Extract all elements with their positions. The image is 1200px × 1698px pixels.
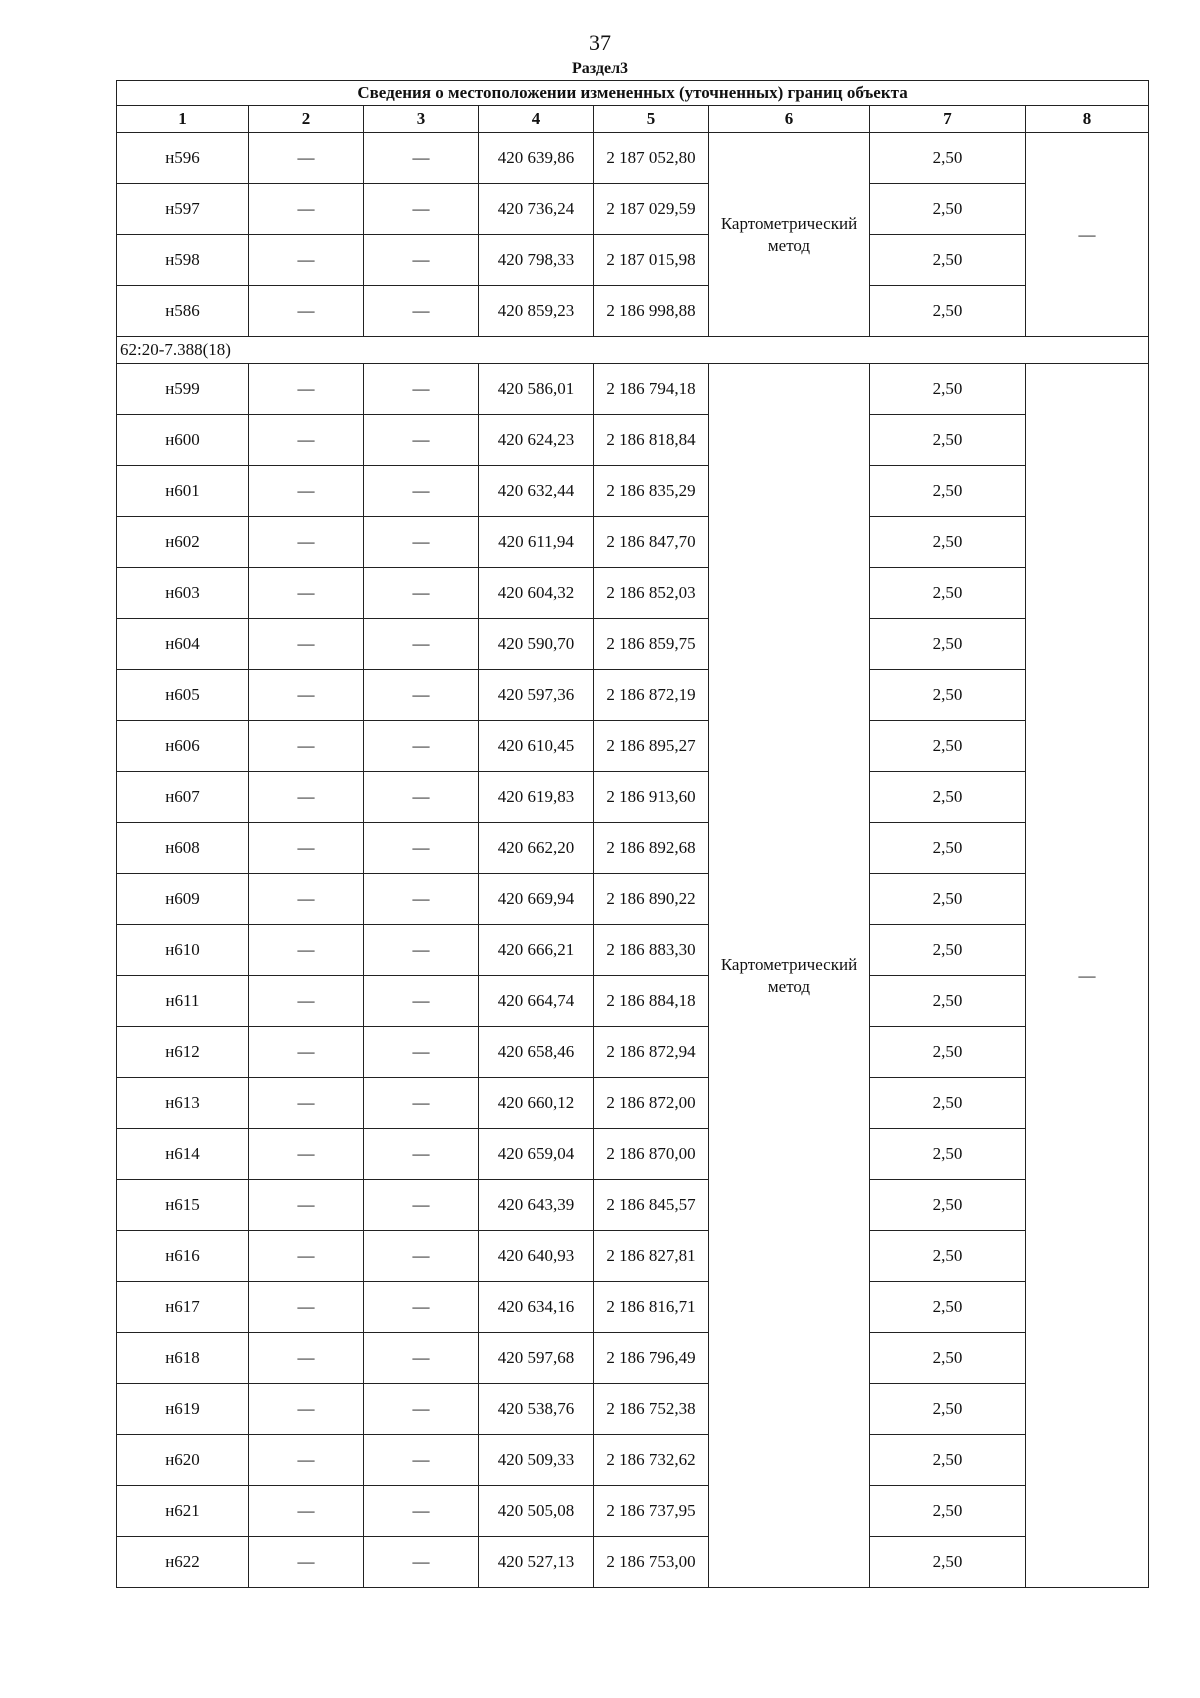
col2-dash-cell: — xyxy=(249,1435,364,1486)
precision-cell: 2,50 xyxy=(870,415,1026,466)
y-coordinate-cell: 2 186 847,70 xyxy=(594,517,709,568)
col2-dash-cell: — xyxy=(249,1333,364,1384)
col2-dash-cell: — xyxy=(249,1537,364,1588)
col2-dash-cell: — xyxy=(249,568,364,619)
table-row xyxy=(117,1486,1149,1537)
point-name-cell: н608 xyxy=(117,823,249,874)
y-coordinate-cell: 2 186 827,81 xyxy=(594,1231,709,1282)
table-row xyxy=(117,721,1149,772)
col3-dash-cell: — xyxy=(364,1129,479,1180)
precision-cell: 2,50 xyxy=(870,1384,1026,1435)
y-coordinate-cell: 2 186 859,75 xyxy=(594,619,709,670)
col3-dash-cell: — xyxy=(364,364,479,415)
col3-dash-cell: — xyxy=(364,286,479,337)
col3-dash-cell: — xyxy=(364,772,479,823)
precision-cell: 2,50 xyxy=(870,1486,1026,1537)
precision-cell: 2,50 xyxy=(870,1333,1026,1384)
point-name-cell: н612 xyxy=(117,1027,249,1078)
x-coordinate-cell: 420 586,01 xyxy=(479,364,594,415)
col2-dash-cell: — xyxy=(249,1129,364,1180)
x-coordinate-cell: 420 538,76 xyxy=(479,1384,594,1435)
column-header-2: 2 xyxy=(249,106,364,133)
col2-dash-cell: — xyxy=(249,415,364,466)
x-coordinate-cell: 420 527,13 xyxy=(479,1537,594,1588)
table-row xyxy=(117,1231,1149,1282)
x-coordinate-cell: 420 611,94 xyxy=(479,517,594,568)
precision-cell: 2,50 xyxy=(870,874,1026,925)
y-coordinate-cell: 2 186 883,30 xyxy=(594,925,709,976)
y-coordinate-cell: 2 186 913,60 xyxy=(594,772,709,823)
y-coordinate-cell: 2 186 852,03 xyxy=(594,568,709,619)
precision-cell: 2,50 xyxy=(870,670,1026,721)
precision-cell: 2,50 xyxy=(870,721,1026,772)
point-name-cell: н598 xyxy=(117,235,249,286)
table-row xyxy=(117,976,1149,1027)
precision-cell: 2,50 xyxy=(870,1282,1026,1333)
x-coordinate-cell: 420 643,39 xyxy=(479,1180,594,1231)
y-coordinate-cell: 2 186 737,95 xyxy=(594,1486,709,1537)
group-label: 62:20-7.388(18) xyxy=(117,337,1149,364)
x-coordinate-cell: 420 604,32 xyxy=(479,568,594,619)
col3-dash-cell: — xyxy=(364,721,479,772)
col2-dash-cell: — xyxy=(249,466,364,517)
col3-dash-cell: — xyxy=(364,184,479,235)
point-name-cell: н601 xyxy=(117,466,249,517)
precision-cell: 2,50 xyxy=(870,466,1026,517)
precision-cell: 2,50 xyxy=(870,235,1026,286)
col2-dash-cell: — xyxy=(249,670,364,721)
table-caption: Сведения о местоположении измененных (уточненных) границ объекта xyxy=(117,81,1149,106)
table-row xyxy=(117,823,1149,874)
x-coordinate-cell: 420 798,33 xyxy=(479,235,594,286)
col3-dash-cell: — xyxy=(364,1282,479,1333)
point-name-cell: н596 xyxy=(117,133,249,184)
precision-cell: 2,50 xyxy=(870,1231,1026,1282)
x-coordinate-cell: 420 736,24 xyxy=(479,184,594,235)
table-row xyxy=(117,184,1149,235)
precision-cell: 2,50 xyxy=(870,1027,1026,1078)
table-row xyxy=(117,1384,1149,1435)
col3-dash-cell: — xyxy=(364,1333,479,1384)
col2-dash-cell: — xyxy=(249,874,364,925)
precision-cell: 2,50 xyxy=(870,1180,1026,1231)
col3-dash-cell: — xyxy=(364,415,479,466)
table-row xyxy=(117,1129,1149,1180)
y-coordinate-cell: 2 187 052,80 xyxy=(594,133,709,184)
precision-cell: 2,50 xyxy=(870,772,1026,823)
col3-dash-cell: — xyxy=(364,1231,479,1282)
table-row xyxy=(117,235,1149,286)
precision-cell: 2,50 xyxy=(870,568,1026,619)
column-header-3: 3 xyxy=(364,106,479,133)
table-row xyxy=(117,286,1149,337)
col3-dash-cell: — xyxy=(364,1078,479,1129)
y-coordinate-cell: 2 186 816,71 xyxy=(594,1282,709,1333)
precision-cell: 2,50 xyxy=(870,1435,1026,1486)
point-name-cell: н609 xyxy=(117,874,249,925)
col2-dash-cell: — xyxy=(249,1384,364,1435)
table-body xyxy=(117,133,1149,1588)
section-title: Раздел3 xyxy=(571,60,629,77)
point-name-cell: н613 xyxy=(117,1078,249,1129)
col3-dash-cell: — xyxy=(364,670,479,721)
table-row xyxy=(117,1537,1149,1588)
col3-dash-cell: — xyxy=(364,823,479,874)
point-name-cell: н611 xyxy=(117,976,249,1027)
y-coordinate-cell: 2 186 870,00 xyxy=(594,1129,709,1180)
column-header-5: 5 xyxy=(594,106,709,133)
table-row xyxy=(117,1078,1149,1129)
point-name-cell: н618 xyxy=(117,1333,249,1384)
x-coordinate-cell: 420 639,86 xyxy=(479,133,594,184)
point-name-cell: н607 xyxy=(117,772,249,823)
col2-dash-cell: — xyxy=(249,823,364,874)
point-name-cell: н621 xyxy=(117,1486,249,1537)
table-row xyxy=(117,1180,1149,1231)
precision-cell: 2,50 xyxy=(870,976,1026,1027)
point-name-cell: н597 xyxy=(117,184,249,235)
point-name-cell: н605 xyxy=(117,670,249,721)
x-coordinate-cell: 420 669,94 xyxy=(479,874,594,925)
table-row xyxy=(117,1282,1149,1333)
x-coordinate-cell: 420 640,93 xyxy=(479,1231,594,1282)
precision-cell: 2,50 xyxy=(870,133,1026,184)
y-coordinate-cell: 2 186 890,22 xyxy=(594,874,709,925)
table-row xyxy=(117,925,1149,976)
col3-dash-cell: — xyxy=(364,1384,479,1435)
y-coordinate-cell: 2 186 752,38 xyxy=(594,1384,709,1435)
col3-dash-cell: — xyxy=(364,1486,479,1537)
precision-cell: 2,50 xyxy=(870,823,1026,874)
column-header-8: 8 xyxy=(1026,106,1149,133)
col2-dash-cell: — xyxy=(249,364,364,415)
point-name-cell: н619 xyxy=(117,1384,249,1435)
table-row xyxy=(117,568,1149,619)
y-coordinate-cell: 2 186 998,88 xyxy=(594,286,709,337)
x-coordinate-cell: 420 597,36 xyxy=(479,670,594,721)
x-coordinate-cell: 420 659,04 xyxy=(479,1129,594,1180)
col3-dash-cell: — xyxy=(364,133,479,184)
y-coordinate-cell: 2 186 884,18 xyxy=(594,976,709,1027)
method-cell: Картометрический метод xyxy=(709,364,870,1588)
col2-dash-cell: — xyxy=(249,772,364,823)
table-row xyxy=(117,364,1149,415)
y-coordinate-cell: 2 187 015,98 xyxy=(594,235,709,286)
col2-dash-cell: — xyxy=(249,235,364,286)
col2-dash-cell: — xyxy=(249,619,364,670)
col2-dash-cell: — xyxy=(249,1027,364,1078)
x-coordinate-cell: 420 662,20 xyxy=(479,823,594,874)
table-row xyxy=(117,133,1149,184)
col2-dash-cell: — xyxy=(249,976,364,1027)
table-row xyxy=(117,772,1149,823)
col3-dash-cell: — xyxy=(364,466,479,517)
x-coordinate-cell: 420 666,21 xyxy=(479,925,594,976)
col3-dash-cell: — xyxy=(364,874,479,925)
column-header-6: 6 xyxy=(709,106,870,133)
table-row xyxy=(117,1435,1149,1486)
y-coordinate-cell: 2 186 753,00 xyxy=(594,1537,709,1588)
boundary-coordinates-table xyxy=(116,80,1149,1588)
point-name-cell: н604 xyxy=(117,619,249,670)
precision-cell: 2,50 xyxy=(870,1078,1026,1129)
col2-dash-cell: — xyxy=(249,1486,364,1537)
point-name-cell: н600 xyxy=(117,415,249,466)
x-coordinate-cell: 420 634,16 xyxy=(479,1282,594,1333)
precision-cell: 2,50 xyxy=(870,1129,1026,1180)
precision-cell: 2,50 xyxy=(870,184,1026,235)
col3-dash-cell: — xyxy=(364,1027,479,1078)
col3-dash-cell: — xyxy=(364,619,479,670)
table-row xyxy=(117,466,1149,517)
page-number: 37 xyxy=(589,30,611,55)
x-coordinate-cell: 420 660,12 xyxy=(479,1078,594,1129)
table-row xyxy=(117,670,1149,721)
col2-dash-cell: — xyxy=(249,1180,364,1231)
col2-dash-cell: — xyxy=(249,133,364,184)
y-coordinate-cell: 2 186 872,19 xyxy=(594,670,709,721)
col3-dash-cell: — xyxy=(364,517,479,568)
x-coordinate-cell: 420 632,44 xyxy=(479,466,594,517)
table-row xyxy=(117,1027,1149,1078)
precision-cell: 2,50 xyxy=(870,619,1026,670)
x-coordinate-cell: 420 658,46 xyxy=(479,1027,594,1078)
y-coordinate-cell: 2 186 835,29 xyxy=(594,466,709,517)
x-coordinate-cell: 420 505,08 xyxy=(479,1486,594,1537)
group-label-row xyxy=(117,337,1149,364)
col2-dash-cell: — xyxy=(249,1231,364,1282)
y-coordinate-cell: 2 186 794,18 xyxy=(594,364,709,415)
y-coordinate-cell: 2 186 872,94 xyxy=(594,1027,709,1078)
precision-cell: 2,50 xyxy=(870,517,1026,568)
table-row xyxy=(117,517,1149,568)
point-name-cell: н617 xyxy=(117,1282,249,1333)
table-row xyxy=(117,874,1149,925)
col2-dash-cell: — xyxy=(249,1078,364,1129)
col2-dash-cell: — xyxy=(249,286,364,337)
col2-dash-cell: — xyxy=(249,721,364,772)
y-coordinate-cell: 2 186 818,84 xyxy=(594,415,709,466)
col2-dash-cell: — xyxy=(249,184,364,235)
column-header-4: 4 xyxy=(479,106,594,133)
point-name-cell: н622 xyxy=(117,1537,249,1588)
col3-dash-cell: — xyxy=(364,568,479,619)
precision-cell: 2,50 xyxy=(870,1537,1026,1588)
col2-dash-cell: — xyxy=(249,517,364,568)
point-name-cell: н615 xyxy=(117,1180,249,1231)
point-name-cell: н614 xyxy=(117,1129,249,1180)
x-coordinate-cell: 420 597,68 xyxy=(479,1333,594,1384)
x-coordinate-cell: 420 590,70 xyxy=(479,619,594,670)
col2-dash-cell: — xyxy=(249,925,364,976)
y-coordinate-cell: 2 186 892,68 xyxy=(594,823,709,874)
col8-dash-cell: — xyxy=(1026,364,1149,1588)
y-coordinate-cell: 2 186 872,00 xyxy=(594,1078,709,1129)
column-number-row xyxy=(117,106,1149,133)
y-coordinate-cell: 2 187 029,59 xyxy=(594,184,709,235)
y-coordinate-cell: 2 186 895,27 xyxy=(594,721,709,772)
point-name-cell: н599 xyxy=(117,364,249,415)
precision-cell: 2,50 xyxy=(870,364,1026,415)
col3-dash-cell: — xyxy=(364,1435,479,1486)
point-name-cell: н602 xyxy=(117,517,249,568)
x-coordinate-cell: 420 610,45 xyxy=(479,721,594,772)
col3-dash-cell: — xyxy=(364,235,479,286)
col3-dash-cell: — xyxy=(364,925,479,976)
col3-dash-cell: — xyxy=(364,1537,479,1588)
point-name-cell: н616 xyxy=(117,1231,249,1282)
column-header-7: 7 xyxy=(870,106,1026,133)
table-row xyxy=(117,415,1149,466)
point-name-cell: н603 xyxy=(117,568,249,619)
x-coordinate-cell: 420 624,23 xyxy=(479,415,594,466)
point-name-cell: н606 xyxy=(117,721,249,772)
x-coordinate-cell: 420 509,33 xyxy=(479,1435,594,1486)
x-coordinate-cell: 420 619,83 xyxy=(479,772,594,823)
x-coordinate-cell: 420 664,74 xyxy=(479,976,594,1027)
precision-cell: 2,50 xyxy=(870,925,1026,976)
column-header-1: 1 xyxy=(117,106,249,133)
point-name-cell: н620 xyxy=(117,1435,249,1486)
col8-dash-cell: — xyxy=(1026,133,1149,337)
precision-cell: 2,50 xyxy=(870,286,1026,337)
x-coordinate-cell: 420 859,23 xyxy=(479,286,594,337)
y-coordinate-cell: 2 186 845,57 xyxy=(594,1180,709,1231)
method-cell: Картометрический метод xyxy=(709,133,870,337)
y-coordinate-cell: 2 186 796,49 xyxy=(594,1333,709,1384)
col3-dash-cell: — xyxy=(364,1180,479,1231)
table-row xyxy=(117,1333,1149,1384)
col3-dash-cell: — xyxy=(364,976,479,1027)
point-name-cell: н610 xyxy=(117,925,249,976)
point-name-cell: н586 xyxy=(117,286,249,337)
y-coordinate-cell: 2 186 732,62 xyxy=(594,1435,709,1486)
col2-dash-cell: — xyxy=(249,1282,364,1333)
table-row xyxy=(117,619,1149,670)
